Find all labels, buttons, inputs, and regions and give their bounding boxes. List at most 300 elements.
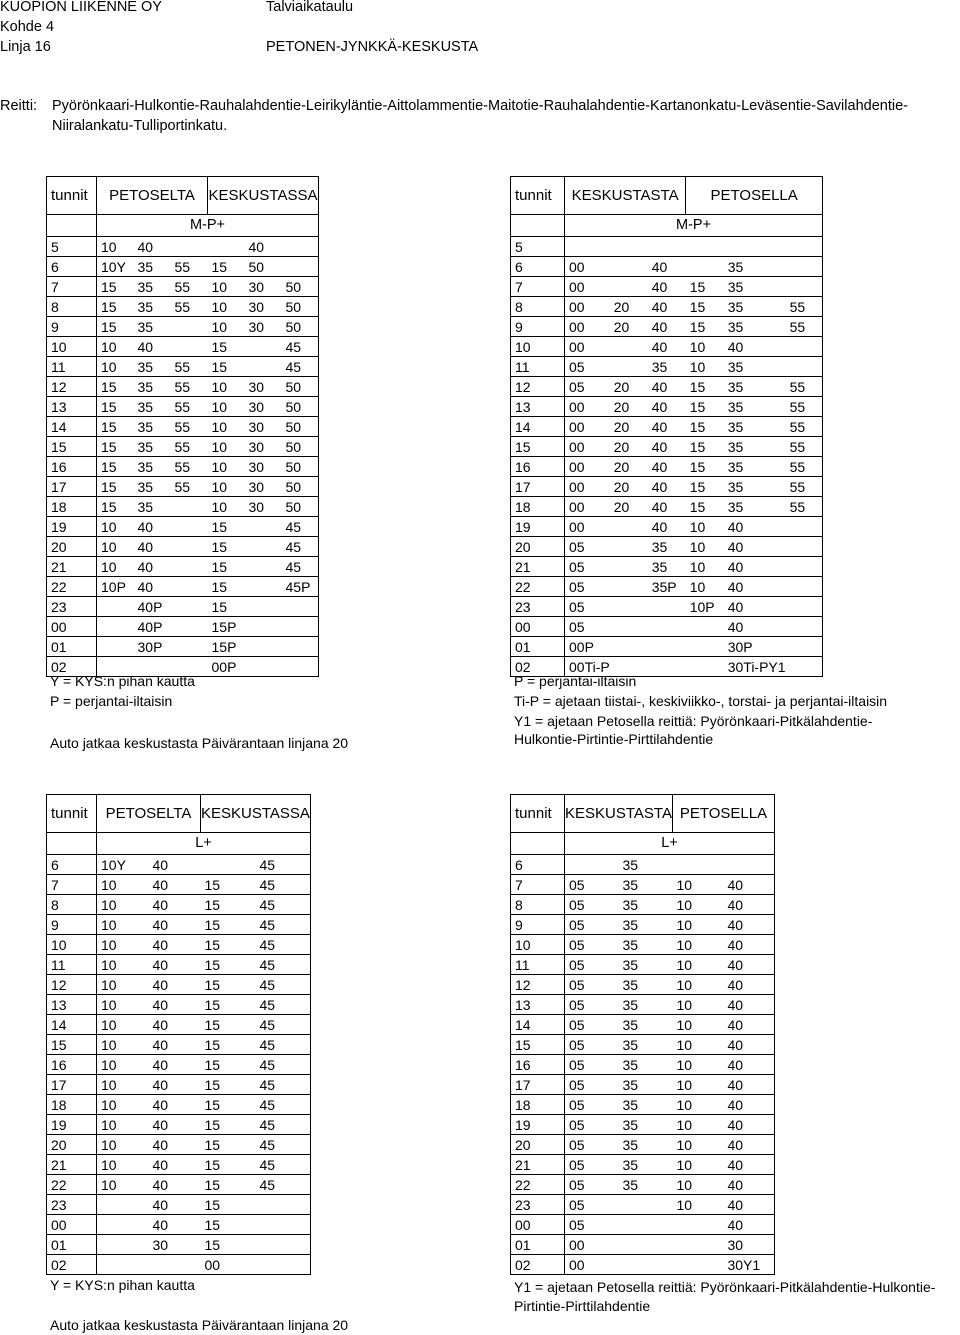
minute-cell: 15: [97, 277, 134, 297]
minute-cell: 15: [201, 1235, 256, 1255]
note-y1-cont: Pirtintie-Pirttilahdentie: [514, 1298, 651, 1314]
minute-cell: 40: [149, 1175, 201, 1195]
minute-cell: 15: [208, 577, 245, 597]
minute-cell: 40: [648, 257, 686, 277]
minute-cell: [786, 517, 823, 537]
hour-cell: 00: [47, 1215, 97, 1235]
hour-cell: 21: [47, 557, 97, 577]
minute-cell: [565, 237, 610, 257]
hour-cell: 8: [47, 895, 97, 915]
hour-cell: 16: [47, 457, 97, 477]
minute-cell: 10: [208, 277, 245, 297]
minute-cell: [245, 517, 282, 537]
hour-cell: 15: [511, 1035, 565, 1055]
minute-cell: 15: [201, 975, 256, 995]
minute-cell: 40: [149, 1115, 201, 1135]
minute-cell: [672, 1255, 723, 1275]
minute-cell: 10: [672, 1135, 723, 1155]
hour-cell: 14: [47, 1015, 97, 1035]
table-row: [47, 397, 319, 417]
minute-cell: 50: [282, 417, 319, 437]
minute-cell: 40: [648, 297, 686, 317]
minute-cell: 15: [208, 537, 245, 557]
table-row: [47, 1115, 311, 1135]
minute-cell: [786, 537, 823, 557]
line-label: Linja 16: [0, 39, 51, 55]
hour-cell: 02: [511, 1255, 565, 1275]
minute-cell: [672, 1215, 723, 1235]
minute-cell: 55: [171, 377, 208, 397]
minute-cell: 30: [245, 317, 282, 337]
minute-cell: 40: [149, 1095, 201, 1115]
minute-cell: [255, 1215, 310, 1235]
table-row: [47, 855, 311, 875]
minute-cell: [245, 637, 282, 657]
table-row: [47, 1135, 311, 1155]
minute-cell: 15: [97, 457, 134, 477]
minute-cell: 35: [134, 417, 171, 437]
company-name: KUOPION LIIKENNE OY: [0, 0, 162, 15]
minute-cell: 50: [282, 317, 319, 337]
minute-cell: 30: [245, 377, 282, 397]
header-hours: tunnit: [511, 177, 565, 215]
minute-cell: 10P: [686, 597, 724, 617]
table-row: [47, 557, 319, 577]
minute-cell: 40: [648, 317, 686, 337]
minute-cell: 55: [786, 397, 823, 417]
minute-cell: [171, 517, 208, 537]
minute-cell: 40: [723, 995, 774, 1015]
minute-cell: 10: [208, 377, 245, 397]
minute-cell: [786, 577, 823, 597]
minute-cell: [282, 237, 319, 257]
table-row: [47, 597, 319, 617]
service-days: M-P+: [97, 215, 319, 237]
minute-cell: [686, 257, 724, 277]
minute-cell: [786, 337, 823, 357]
minute-cell: 30: [245, 277, 282, 297]
minute-cell: 45: [255, 955, 310, 975]
table-row: [47, 1195, 311, 1215]
minute-cell: 40: [724, 577, 786, 597]
minute-cell: 10: [97, 995, 149, 1015]
minute-cell: 35: [134, 317, 171, 337]
hour-cell: 10: [47, 935, 97, 955]
minute-cell: 05: [565, 557, 610, 577]
minute-cell: 10: [97, 1035, 149, 1055]
route-description-line2: Niiralankatu-Tulliportinkatu.: [52, 118, 228, 134]
minute-cell: 10: [97, 935, 149, 955]
minute-cell: 45P: [282, 577, 319, 597]
hour-cell: 23: [511, 1195, 565, 1215]
table-row: [47, 517, 319, 537]
table-row: [47, 935, 311, 955]
table-row: [511, 397, 823, 417]
minute-cell: 30: [245, 417, 282, 437]
hour-cell: 14: [47, 417, 97, 437]
minute-cell: 40: [723, 895, 774, 915]
minute-cell: 10Y: [97, 855, 149, 875]
timetable: [46, 176, 319, 677]
minute-cell: 55: [171, 277, 208, 297]
table-row: [47, 1055, 311, 1075]
minute-cell: 40: [134, 557, 171, 577]
minute-cell: 40: [723, 1075, 774, 1095]
minute-cell: 35: [724, 417, 786, 437]
hour-cell: 13: [511, 995, 565, 1015]
minute-cell: 35: [618, 995, 672, 1015]
minute-cell: 15: [201, 1175, 256, 1195]
hour-cell: 23: [47, 1195, 97, 1215]
minute-cell: 45: [255, 1115, 310, 1135]
minute-cell: 30: [723, 1235, 774, 1255]
minute-cell: 05: [565, 1175, 619, 1195]
minute-cell: 35: [134, 377, 171, 397]
minute-cell: [171, 577, 208, 597]
target-label: Kohde 4: [0, 19, 55, 35]
minute-cell: [786, 277, 823, 297]
minute-cell: 10: [208, 397, 245, 417]
minute-cell: 20: [610, 417, 648, 437]
minute-cell: 10: [672, 1195, 723, 1215]
service-blank: [47, 215, 97, 237]
minute-cell: [171, 337, 208, 357]
minute-cell: 45: [255, 915, 310, 935]
minute-cell: 50: [245, 257, 282, 277]
hour-cell: 20: [47, 1135, 97, 1155]
minute-cell: [171, 597, 208, 617]
minute-cell: 10: [686, 557, 724, 577]
minute-cell: 10: [208, 297, 245, 317]
hour-cell: 14: [511, 417, 565, 437]
minute-cell: 35: [618, 935, 672, 955]
minute-cell: 40: [723, 1055, 774, 1075]
hour-cell: 9: [47, 915, 97, 935]
minute-cell: 55: [786, 477, 823, 497]
table-row: [47, 537, 319, 557]
minute-cell: 55: [171, 477, 208, 497]
route-description-line1: Pyörönkaari-Hulkontie-Rauhalahdentie-Leirikyläntie-Aittolammentie-Maitotie-Rauhalahdentie-Kartanonkatu-Leväsentie-Savilahdentie-: [52, 98, 908, 114]
minute-cell: 05: [565, 1055, 619, 1075]
minute-cell: 40: [149, 1055, 201, 1075]
table-row: [47, 995, 311, 1015]
timetable-saturday-from-petonen: [46, 794, 311, 1275]
hour-cell: 12: [511, 377, 565, 397]
minute-cell: 40: [149, 975, 201, 995]
minute-cell: 40: [149, 995, 201, 1015]
minute-cell: [648, 617, 686, 637]
minute-cell: 05: [565, 1195, 619, 1215]
table-row: [511, 1215, 775, 1235]
minute-cell: 10: [672, 1075, 723, 1095]
table-row: [47, 1235, 311, 1255]
minute-cell: 10: [672, 1175, 723, 1195]
note-y: Y = KYS:n pihan kautta: [50, 1277, 195, 1293]
minute-cell: 15: [201, 1115, 256, 1135]
minute-cell: [245, 617, 282, 637]
hour-cell: 18: [47, 497, 97, 517]
minute-cell: 35: [618, 1095, 672, 1115]
minute-cell: 40: [723, 975, 774, 995]
table-row: [511, 895, 775, 915]
minute-cell: 00: [565, 257, 610, 277]
hour-cell: 16: [511, 1055, 565, 1075]
minute-cell: 40: [723, 915, 774, 935]
minute-cell: 10: [97, 955, 149, 975]
table-row: [511, 1255, 775, 1275]
hour-cell: 23: [511, 597, 565, 617]
table-row: [511, 377, 823, 397]
minute-cell: 40: [648, 377, 686, 397]
minute-cell: 10: [208, 477, 245, 497]
timetable-weekday-from-center: [510, 176, 823, 677]
table-row: [511, 617, 823, 637]
minute-cell: [610, 617, 648, 637]
minute-cell: 40: [149, 955, 201, 975]
minute-cell: 10: [97, 975, 149, 995]
service-days: M-P+: [565, 215, 823, 237]
minute-cell: 00: [565, 437, 610, 457]
minute-cell: 10: [97, 1135, 149, 1155]
minute-cell: 15: [201, 915, 256, 935]
minute-cell: 40: [648, 517, 686, 537]
minute-cell: 35: [618, 1155, 672, 1175]
table-row: [511, 257, 823, 277]
minute-cell: 00Ti-P: [565, 657, 610, 677]
minute-cell: 10: [97, 1095, 149, 1115]
table-row: [47, 477, 319, 497]
minute-cell: [282, 657, 319, 677]
table-row: [47, 437, 319, 457]
minute-cell: 10: [97, 537, 134, 557]
minute-cell: 45: [282, 557, 319, 577]
minute-cell: 30P: [724, 637, 786, 657]
minute-cell: 40P: [134, 597, 171, 617]
minute-cell: 30: [149, 1235, 201, 1255]
minute-cell: 45: [255, 975, 310, 995]
minute-cell: 10: [686, 357, 724, 377]
minute-cell: 45: [255, 995, 310, 1015]
minute-cell: 55: [786, 457, 823, 477]
minute-cell: 35: [648, 537, 686, 557]
minute-cell: 55: [786, 437, 823, 457]
table-row: [511, 337, 823, 357]
table-row: [47, 1215, 311, 1235]
minute-cell: [610, 517, 648, 537]
minute-cell: [97, 1195, 149, 1215]
route-title: PETONEN-JYNKKÄ-KESKUSTA: [266, 39, 479, 55]
minute-cell: 10: [97, 915, 149, 935]
minute-cell: 15: [686, 277, 724, 297]
minute-cell: [723, 855, 774, 875]
table-row: [47, 637, 319, 657]
minute-cell: 40: [648, 437, 686, 457]
hour-cell: 01: [47, 1235, 97, 1255]
hour-cell: 19: [511, 1115, 565, 1135]
minute-cell: 40: [723, 1175, 774, 1195]
minute-cell: 10: [97, 1155, 149, 1175]
hour-cell: 19: [47, 1115, 97, 1135]
minute-cell: 30: [245, 437, 282, 457]
minute-cell: 40: [723, 1155, 774, 1175]
minute-cell: [786, 637, 823, 657]
hour-cell: 13: [511, 397, 565, 417]
minute-cell: [648, 657, 686, 677]
header-hours: tunnit: [511, 795, 565, 833]
hour-cell: 20: [511, 537, 565, 557]
minute-cell: 10: [97, 895, 149, 915]
minute-cell: 20: [610, 397, 648, 417]
minute-cell: 00: [565, 1235, 619, 1255]
minute-cell: 00P: [565, 637, 610, 657]
minute-cell: 15P: [208, 617, 245, 637]
minute-cell: [610, 337, 648, 357]
minute-cell: 35: [648, 557, 686, 577]
timetable: [510, 794, 775, 1275]
minute-cell: 10: [97, 1075, 149, 1095]
minute-cell: 10: [97, 1015, 149, 1035]
minute-cell: [245, 537, 282, 557]
table-row: [511, 517, 823, 537]
hour-cell: 16: [47, 1055, 97, 1075]
minute-cell: 20: [610, 497, 648, 517]
minute-cell: 05: [565, 1095, 619, 1115]
minute-cell: 20: [610, 457, 648, 477]
minute-cell: 15: [97, 317, 134, 337]
minute-cell: 30P: [134, 637, 171, 657]
minute-cell: 10: [672, 1155, 723, 1175]
minute-cell: 10: [672, 1015, 723, 1035]
minute-cell: 05: [565, 935, 619, 955]
minute-cell: 40: [648, 277, 686, 297]
minute-cell: 10: [686, 517, 724, 537]
minute-cell: [686, 237, 724, 257]
minute-cell: 35: [618, 915, 672, 935]
hour-cell: 15: [47, 1035, 97, 1055]
table-row: [47, 357, 319, 377]
minute-cell: 40: [149, 1135, 201, 1155]
minute-cell: 10: [672, 995, 723, 1015]
minute-cell: 45: [255, 1095, 310, 1115]
minute-cell: 10: [208, 417, 245, 437]
minute-cell: 15: [201, 1055, 256, 1075]
hour-cell: 11: [47, 357, 97, 377]
minute-cell: [97, 1235, 149, 1255]
table-row: [511, 237, 823, 257]
minute-cell: 15: [201, 955, 256, 975]
hour-cell: 00: [511, 1215, 565, 1235]
minute-cell: 15P: [208, 637, 245, 657]
minute-cell: 10: [97, 557, 134, 577]
hour-cell: 13: [47, 397, 97, 417]
minute-cell: [565, 855, 619, 875]
table-row: [47, 1075, 311, 1095]
minute-cell: 05: [565, 895, 619, 915]
minute-cell: [610, 237, 648, 257]
minute-cell: 45: [255, 1135, 310, 1155]
minute-cell: [786, 557, 823, 577]
header-destination: PETOSELLA: [686, 177, 823, 215]
service-blank: [511, 215, 565, 237]
minute-cell: 55: [171, 417, 208, 437]
minute-cell: 00: [565, 517, 610, 537]
service-days: L+: [565, 833, 775, 855]
minute-cell: 15: [201, 1035, 256, 1055]
minute-cell: 05: [565, 577, 610, 597]
minute-cell: 40: [724, 537, 786, 557]
minute-cell: 40: [723, 935, 774, 955]
minute-cell: [686, 637, 724, 657]
hour-cell: 16: [511, 457, 565, 477]
minute-cell: 10: [208, 457, 245, 477]
minute-cell: 10: [686, 577, 724, 597]
minute-cell: [672, 855, 723, 875]
minute-cell: 50: [282, 477, 319, 497]
header-origin: PETOSELTA: [97, 177, 208, 215]
minute-cell: [282, 597, 319, 617]
minute-cell: 40: [723, 1195, 774, 1215]
minute-cell: 55: [171, 357, 208, 377]
minute-cell: 40: [723, 955, 774, 975]
minute-cell: [201, 855, 256, 875]
minute-cell: 40: [723, 1135, 774, 1155]
hour-cell: 01: [511, 637, 565, 657]
minute-cell: [786, 237, 823, 257]
note-p: P = perjantai-iltaisin: [50, 693, 173, 709]
minute-cell: [97, 637, 134, 657]
minute-cell: 35: [134, 477, 171, 497]
minute-cell: 10: [672, 875, 723, 895]
table-row: [47, 577, 319, 597]
minute-cell: [618, 1215, 672, 1235]
hour-cell: 7: [47, 277, 97, 297]
table-row: [511, 557, 823, 577]
table-row: [511, 637, 823, 657]
table-row: [511, 955, 775, 975]
minute-cell: 05: [565, 1075, 619, 1095]
hour-cell: 17: [47, 1075, 97, 1095]
minute-cell: 10: [208, 437, 245, 457]
minute-cell: 30: [245, 457, 282, 477]
minute-cell: 40: [149, 935, 201, 955]
minute-cell: 35: [134, 257, 171, 277]
table-row: [511, 875, 775, 895]
minute-cell: 10: [97, 875, 149, 895]
minute-cell: 50: [282, 277, 319, 297]
minute-cell: [97, 597, 134, 617]
minute-cell: 20: [610, 297, 648, 317]
minute-cell: 35: [134, 457, 171, 477]
minute-cell: 30: [245, 497, 282, 517]
minute-cell: [686, 657, 724, 677]
hour-cell: 22: [511, 1175, 565, 1195]
minute-cell: [282, 637, 319, 657]
hour-cell: 22: [47, 577, 97, 597]
table-row: [47, 237, 319, 257]
header-hours: tunnit: [47, 177, 97, 215]
hour-cell: 01: [47, 637, 97, 657]
table-row: [511, 915, 775, 935]
header-destination: PETOSELLA: [672, 795, 774, 833]
minute-cell: 40: [134, 537, 171, 557]
minute-cell: 00P: [208, 657, 245, 677]
hour-cell: 6: [47, 855, 97, 875]
table-row: [47, 975, 311, 995]
minute-cell: 05: [565, 1135, 619, 1155]
minute-cell: [672, 1235, 723, 1255]
hour-cell: 9: [511, 915, 565, 935]
hour-cell: 11: [47, 955, 97, 975]
